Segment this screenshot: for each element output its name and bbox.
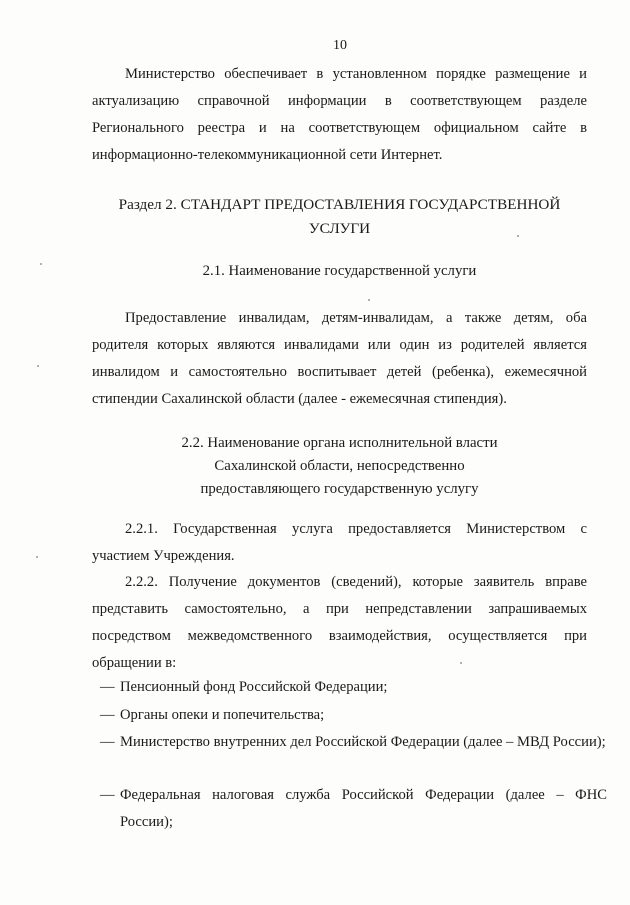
list-item-text: Федеральная налоговая служба Российской Федерации (далее – ФНС России); xyxy=(120,787,607,830)
list-item xyxy=(100,782,607,836)
page-number: 10 xyxy=(333,38,347,53)
scan-speck xyxy=(368,299,370,301)
clause-2-2-2: 2.2.2. Получение документов (сведений), которые заявитель вправе представить самостоятельно, а при непредставлении запрашиваемых посредством межведомственного взаимодействия, осуществляется при обращении в: xyxy=(92,574,587,671)
scan-speck xyxy=(517,235,519,237)
subsection-1-title: 2.1. Наименование государственной услуги xyxy=(202,263,477,279)
subsection-2-title-line1: 2.2. Наименование органа исполнительной власти xyxy=(181,435,498,451)
scan-speck xyxy=(37,365,39,367)
scan-speck xyxy=(36,556,38,558)
subsection-2-title-line3: предоставляющего государственную услугу xyxy=(200,481,479,497)
list-item xyxy=(100,702,607,729)
dash-marker: — xyxy=(100,707,115,723)
scan-speck xyxy=(460,662,462,664)
subsection-1-text: Предоставление инвалидам, детям-инвалидам, а также детям, оба родителя которых являются инвалидами или один из родителей является инвалидом и самостоятельно воспитывает детей (ребенка), ежемесячной стипендии Сахалинской области (далее - ежемесячная стипендия). xyxy=(92,310,587,407)
clause-2-2-1: 2.2.1. Государственная услуга предоставляется Министерством с участием Учреждения. xyxy=(92,521,587,564)
list-item xyxy=(100,729,607,756)
section-title xyxy=(92,193,587,241)
section-title-line2: УСЛУГИ xyxy=(308,220,371,237)
list-item-text: Органы опеки и попечительства; xyxy=(120,707,325,723)
list-item-text: Министерство внутренних дел Российской Федерации (далее – МВД России); xyxy=(120,734,606,750)
dash-marker: — xyxy=(100,679,115,695)
dash-marker: — xyxy=(100,787,115,803)
dash-marker: — xyxy=(100,734,115,750)
subsection-2-title xyxy=(92,432,587,501)
list-item-text: Пенсионный фонд Российской Федерации; xyxy=(120,679,388,695)
list-item xyxy=(100,674,607,701)
section-title-line1: Раздел 2. СТАНДАРТ ПРЕДОСТАВЛЕНИЯ ГОСУДАРСТВЕННОЙ xyxy=(118,196,561,213)
scan-speck xyxy=(40,263,42,265)
subsection-2-title-line2: Сахалинской области, непосредственно xyxy=(214,458,465,474)
intro-paragraph: Министерство обеспечивает в установленном порядке размещение и актуализацию справочной информации в соответствующем разделе Регионального реестра и на соответствующем официальном сайте в информационно-телекоммуникационной сети Интернет. xyxy=(92,66,587,163)
